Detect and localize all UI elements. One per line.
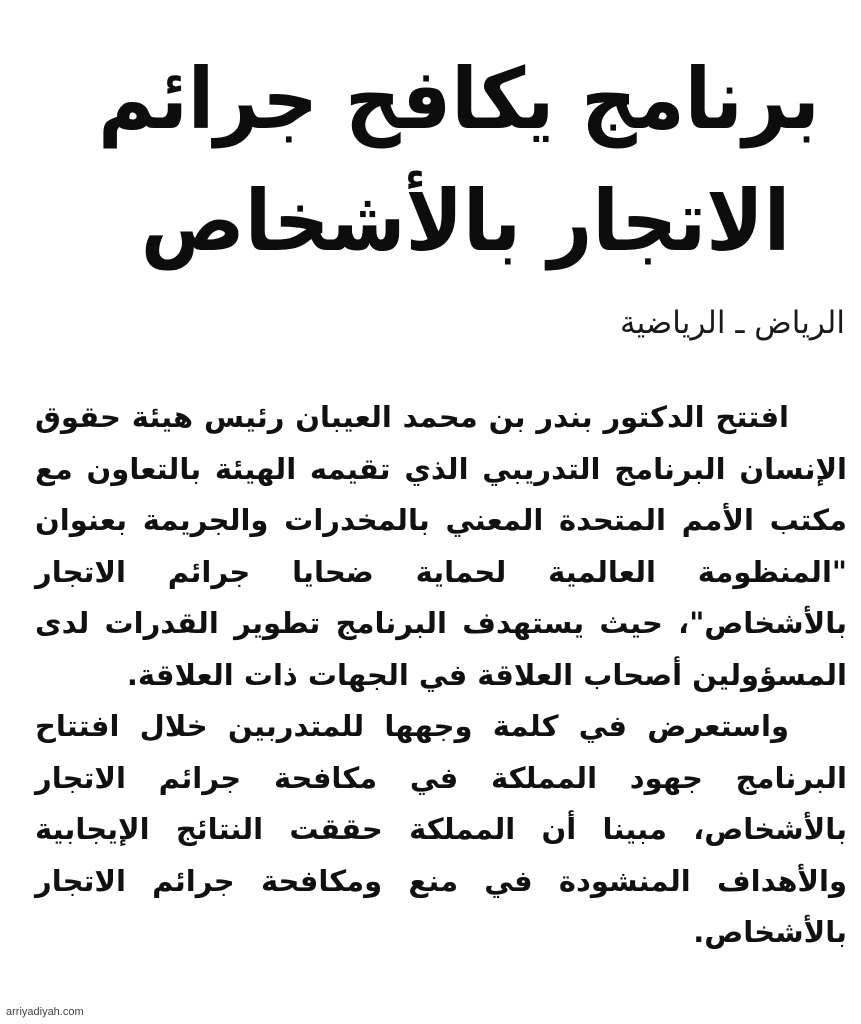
article-headline xyxy=(91,38,827,282)
headline-line-2: الاتجار بالأشخاص xyxy=(140,172,791,270)
body-paragraph-1: افتتح الدكتور بندر بن محمد العيبان رئيس هيئة حقوق الإنسان البرنامج التدريبي الذي تقيمه الهيئة بالتعاون مع مكتب الأمم المتحدة المعني بالمخدرات والجريمة بعنوان "المنظومة العالمية لحماية ضحايا جرائم الاتجار بالأشخاص"، حيث يستهدف البرنامج تطوير القدرات لدى المسؤولين أصحاب العلاقة في الجهات ذات العلاقة. xyxy=(35,400,847,692)
source-credit: arriyadiyah.com xyxy=(6,1006,84,1018)
article-dateline: الرياض ـ الرياضية xyxy=(619,305,845,341)
headline-line-1: برنامج يكافح جرائم xyxy=(98,50,820,148)
body-paragraph-2: واستعرض في كلمة وجهها للمتدربين خلال افتتاح البرنامج جهود المملكة في مكافحة جرائم الاتجار بالأشخاص، مبينا أن المملكة حققت النتائج الإيجابية والأهداف المنشودة في منع ومكافحة جرائم الاتجار بالأشخاص. xyxy=(35,709,847,949)
article-body xyxy=(35,392,847,959)
